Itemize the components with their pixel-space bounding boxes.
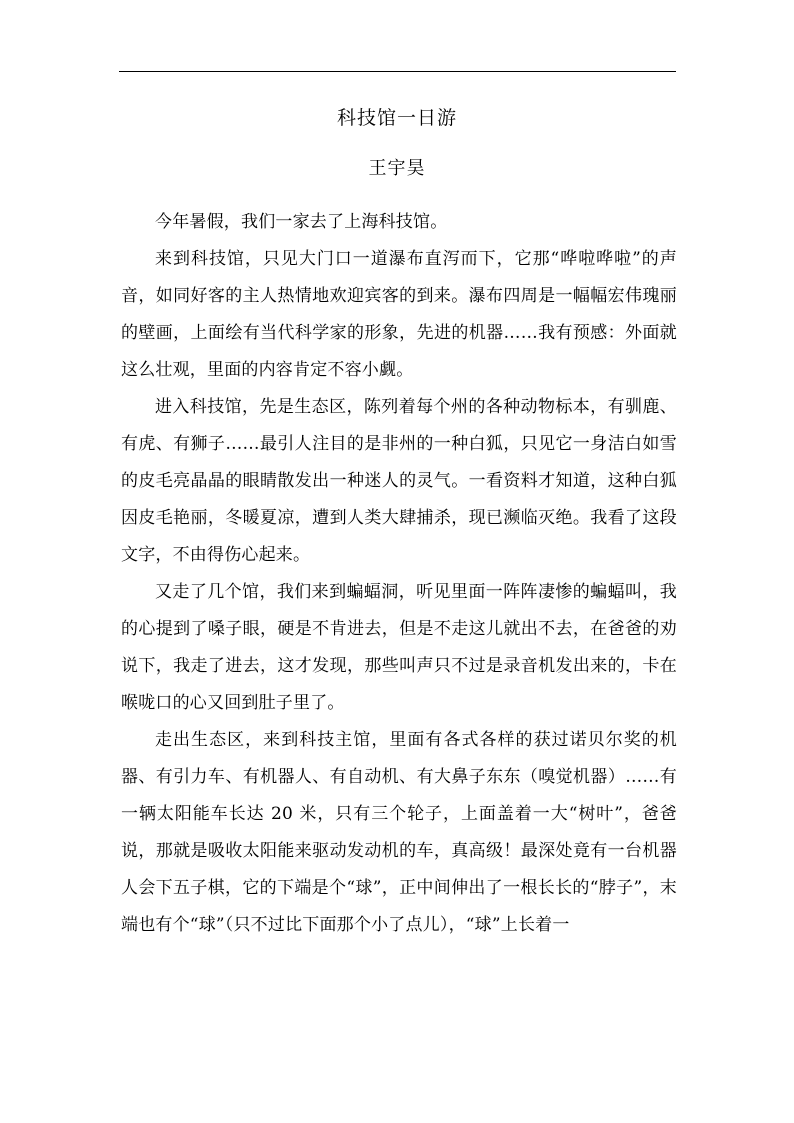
header-rule [119, 71, 676, 72]
body-text [121, 204, 677, 944]
paragraph-2: 来到科技馆，只见大门口一道瀑布直泻而下，它那“哗啦哗啦”的声音，如同好客的主人热情地欢迎宾客的到来。瀑布四周是一幅幅宏伟瑰丽的壁画，上面绘有当代科学家的形象，先进的机器……我有预感：外面就这么壮观，里面的内容肯定不容小觑。 [121, 249, 677, 380]
document-author: 王宇昊 [368, 158, 426, 179]
paragraph-1: 今年暑假，我们一家去了上海科技馆。 [155, 212, 448, 232]
paragraph-5: 走出生态区，来到科技主馆，里面有各式各样的获过诺贝尔奖的机器、有引力车、有机器人、有自动机、有大鼻子东东（嗅觉机器）……有一辆太阳能车长达 20 米，只有三个轮子，上面盖着一大“树叶”，爸爸说，那就是吸收太阳能来驱动发动机的车，真高级！最深处竟有一台机器人会下五子棋，它的下端是个“球”，正中间伸出了一根长长的“脖子”，末端也有个“球”（只不过比下面那个小了点儿），“球”上长着一 [121, 730, 677, 935]
paragraph-4: 又走了几个馆，我们来到蝙蝠洞，听见里面一阵阵凄惨的蝙蝠叫，我的心提到了嗓子眼，硬是不肯进去，但是不走这儿就出不去，在爸爸的劝说下，我走了进去，这才发现，那些叫声只不过是录音机发出来的，卡在喉咙口的心又回到肚子里了。 [121, 582, 677, 713]
document-title: 科技馆一日游 [336, 107, 457, 129]
paragraph-3: 进入科技馆，先是生态区，陈列着每个州的各种动物标本，有驯鹿、有虎、有狮子……最引人注目的是非州的一种白狐，只见它一身洁白如雪的皮毛亮晶晶的眼睛散发出一种迷人的灵气。一看资料才知道，这种白狐因皮毛艳丽，冬暖夏凉，遭到人类大肆捕杀，现已濒临灭绝。我看了这段文字，不由得伤心起来。 [121, 397, 677, 565]
